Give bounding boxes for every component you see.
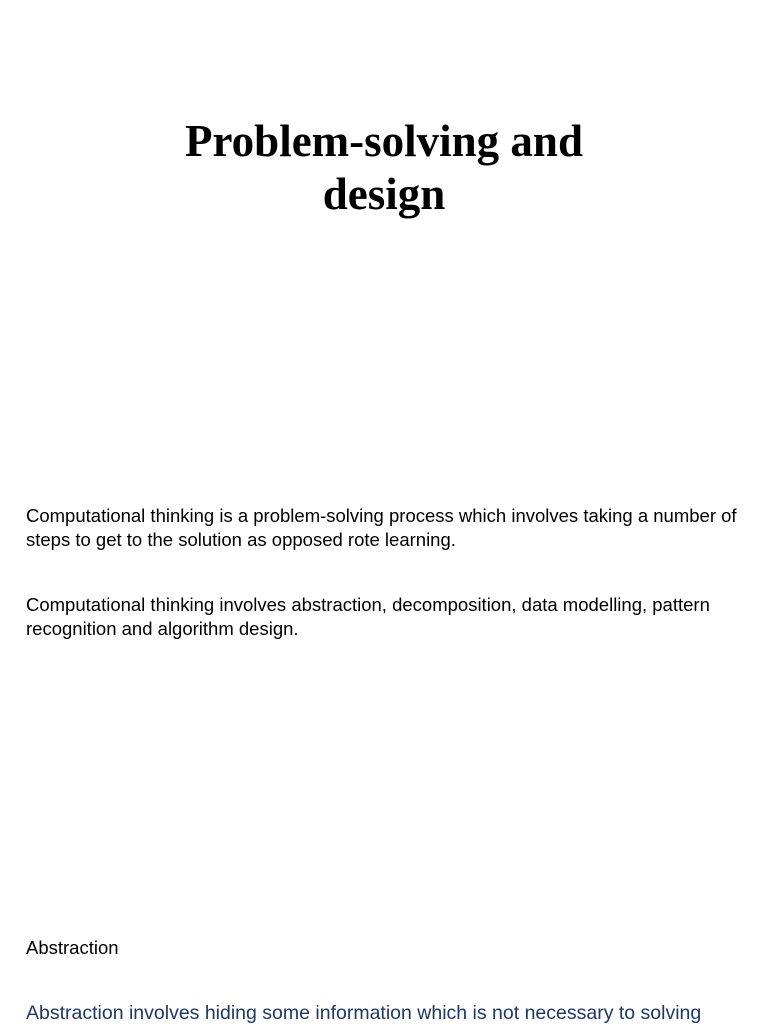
title-line-2: design bbox=[322, 169, 446, 219]
abstraction-body-text: Abstraction involves hiding some information which is not necessary to solving bbox=[26, 1002, 702, 1024]
section-heading-abstraction: Abstraction bbox=[26, 937, 119, 958]
title-line-1: Problem-solving and bbox=[185, 116, 583, 166]
page-title bbox=[84, 115, 684, 221]
components-paragraph: Computational thinking involves abstraction, decomposition, data modelling, pattern recognition and algorithm design. bbox=[26, 594, 710, 639]
intro-paragraph: Computational thinking is a problem-solving process which involves taking a number of steps to get to the solution as opposed rote learning. bbox=[26, 505, 737, 550]
